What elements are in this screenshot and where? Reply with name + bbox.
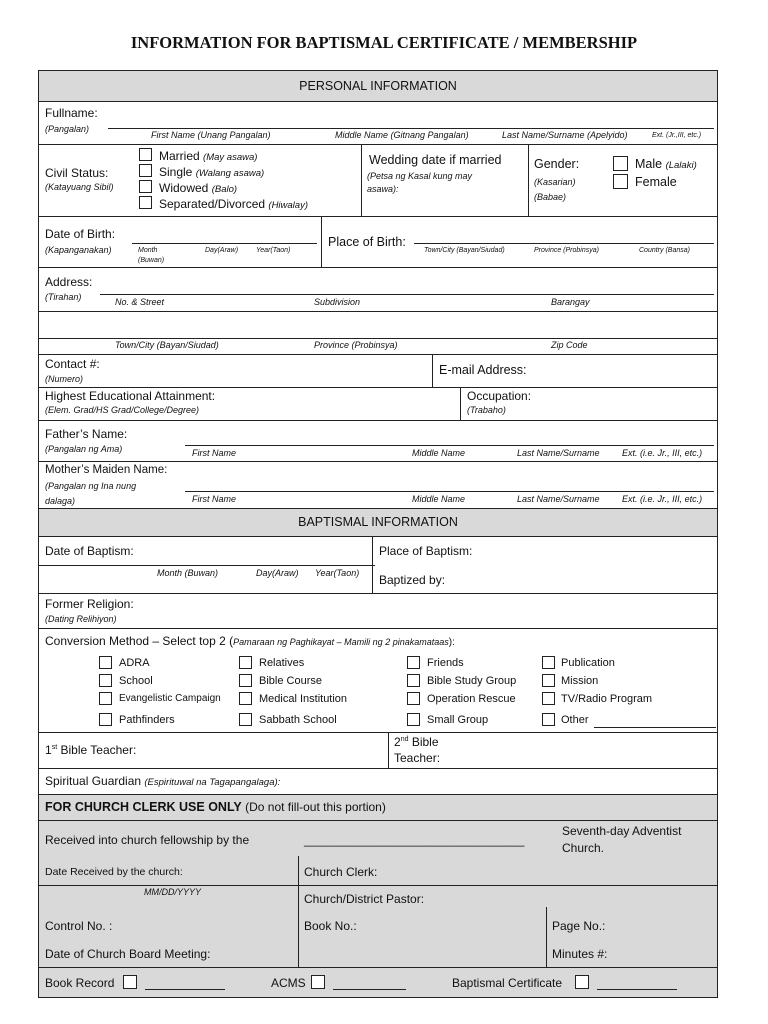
conversion-option-label: Sabbath School bbox=[259, 714, 337, 726]
conversion-option-label: ADRA bbox=[119, 657, 150, 669]
gender-sub-2: (Babae) bbox=[534, 192, 567, 202]
conversion-checkbox[interactable] bbox=[239, 674, 252, 687]
married-checkbox[interactable] bbox=[139, 148, 152, 161]
conversion-checkbox[interactable] bbox=[99, 713, 112, 726]
conversion-option-label: Operation Rescue bbox=[427, 693, 516, 705]
conversion-checkbox[interactable] bbox=[99, 692, 112, 705]
mother-ext-caption: Ext. (i.e. Jr., III, etc.) bbox=[622, 494, 703, 504]
birth-town-caption: Town/City (Bayan/Siudad) bbox=[424, 247, 505, 254]
birth-place-line[interactable] bbox=[414, 243, 714, 244]
page-no-label: Page No.: bbox=[552, 919, 606, 933]
mother-sub-2: dalaga) bbox=[45, 496, 76, 506]
acms-line[interactable] bbox=[333, 989, 406, 990]
contact-sub: (Numero) bbox=[45, 374, 84, 384]
single-checkbox[interactable] bbox=[139, 164, 152, 177]
conversion-checkbox[interactable] bbox=[542, 674, 555, 687]
father-middle-caption: Middle Name bbox=[412, 448, 466, 458]
clerk-header: FOR CHURCH CLERK USE ONLY (Do not fill-out this portion) bbox=[45, 800, 386, 814]
conversion-checkbox[interactable] bbox=[239, 692, 252, 705]
ext-caption: Ext. (Jr.,III, etc.) bbox=[652, 132, 702, 139]
former-religion-label: Former Religion: bbox=[45, 597, 134, 611]
baptism-place-label: Place of Baptism: bbox=[379, 544, 473, 558]
address-line-1[interactable] bbox=[100, 294, 714, 295]
baptism-day-caption: Day(Araw) bbox=[256, 568, 299, 578]
book-record-label: Book Record bbox=[45, 976, 115, 990]
control-no-label: Control No. : bbox=[45, 919, 113, 933]
board-meeting-label: Date of Church Board Meeting: bbox=[45, 947, 211, 961]
conversion-checkbox[interactable] bbox=[239, 713, 252, 726]
conversion-checkbox[interactable] bbox=[239, 656, 252, 669]
bible-teacher-2-label-line2: Teacher: bbox=[394, 751, 441, 765]
separated-checkbox[interactable] bbox=[139, 196, 152, 209]
personal-header: PERSONAL INFORMATION bbox=[299, 79, 457, 93]
address-sub: (Tirahan) bbox=[45, 292, 82, 302]
minutes-label: Minutes #: bbox=[552, 947, 608, 961]
birth-place-label: Place of Birth: bbox=[328, 235, 406, 249]
first-name-caption: First Name (Unang Pangalan) bbox=[151, 130, 271, 140]
conversion-option-label: Bible Course bbox=[259, 675, 322, 687]
conversion-option-label: Publication bbox=[561, 657, 615, 669]
conversion-checkbox[interactable] bbox=[542, 692, 555, 705]
baptism-date-label: Date of Baptism: bbox=[45, 544, 134, 558]
female-checkbox[interactable] bbox=[613, 174, 628, 189]
certificate-line[interactable] bbox=[597, 989, 677, 990]
father-sub: (Pangalan ng Ama) bbox=[45, 444, 123, 454]
conversion-option-label: School bbox=[119, 675, 153, 687]
sda-label-2: Church. bbox=[562, 841, 605, 855]
father-first-caption: First Name bbox=[192, 448, 237, 458]
widowed-option: Widowed (Balo) bbox=[159, 181, 238, 195]
father-label: Father’s Name: bbox=[45, 427, 128, 441]
fullname-sub: (Pangalan) bbox=[45, 124, 90, 134]
education-sub: (Elem. Grad/HS Grad/College/Degree) bbox=[45, 405, 200, 415]
female-option: Female bbox=[635, 175, 677, 189]
book-record-line[interactable] bbox=[145, 989, 225, 990]
bible-teacher-2-label: 2nd Bible bbox=[394, 735, 439, 749]
spiritual-guardian-label: Spiritual Guardian (Espirituwal na Tagapangalaga): bbox=[45, 774, 281, 788]
conversion-checkbox[interactable] bbox=[407, 692, 420, 705]
conversion-checkbox[interactable] bbox=[542, 656, 555, 669]
birth-date-label: Date of Birth: bbox=[45, 227, 116, 241]
subdivision-caption: Subdivision bbox=[314, 297, 361, 307]
birth-date-sub: (Kapanganakan) bbox=[45, 245, 112, 255]
conversion-option-label: Evangelistic Campaign bbox=[119, 693, 221, 704]
street-caption: No. & Street bbox=[115, 297, 165, 307]
birth-month-caption: Month bbox=[138, 247, 158, 254]
single-option: Single (Walang asawa) bbox=[159, 165, 265, 179]
bible-teacher-1-label: 1st Bible Teacher: bbox=[45, 743, 137, 757]
zip-caption: Zip Code bbox=[551, 340, 588, 350]
wedding-sub-1: (Petsa ng Kasal kung may bbox=[367, 171, 473, 181]
baptism-year-caption: Year(Taon) bbox=[315, 568, 360, 578]
conversion-checkbox[interactable] bbox=[99, 656, 112, 669]
town-caption: Town/City (Bayan/Siudad) bbox=[115, 340, 219, 350]
wedding-sub-2: asawa): bbox=[367, 184, 399, 194]
separated-option: Separated/Divorced (Hiwalay) bbox=[159, 197, 308, 211]
book-no-label: Book No.: bbox=[304, 919, 357, 933]
married-option: Married (May asawa) bbox=[159, 149, 258, 163]
conversion-option-label: Medical Institution bbox=[259, 693, 348, 705]
birth-year-caption: Year(Taon) bbox=[256, 247, 291, 254]
conversion-option-label: Small Group bbox=[427, 714, 489, 726]
acms-checkbox[interactable] bbox=[311, 975, 325, 989]
mother-sub-1: (Pangalan ng Ina nung bbox=[45, 481, 137, 491]
baptismal-header: BAPTISMAL INFORMATION bbox=[298, 515, 458, 529]
mmddyyyy-caption: MM/DD/YYYY bbox=[144, 887, 202, 897]
widowed-checkbox[interactable] bbox=[139, 180, 152, 193]
province-caption: Province (Probinsya) bbox=[314, 340, 398, 350]
conversion-checkbox[interactable] bbox=[542, 713, 555, 726]
conversion-checkbox[interactable] bbox=[407, 656, 420, 669]
conversion-checkbox[interactable] bbox=[407, 713, 420, 726]
middle-name-caption: Middle Name (Gitnang Pangalan) bbox=[335, 130, 469, 140]
barangay-caption: Barangay bbox=[551, 297, 590, 307]
birth-country-caption: Country (Bansa) bbox=[639, 247, 690, 254]
conversion-option-label: Pathfinders bbox=[119, 714, 175, 726]
mother-name-line[interactable] bbox=[185, 491, 714, 492]
received-blank[interactable]: _________________________________ bbox=[304, 833, 525, 847]
date-received-label: Date Received by the church: bbox=[45, 866, 183, 878]
gender-label: Gender: bbox=[534, 157, 580, 171]
pastor-label: Church/District Pastor: bbox=[304, 892, 425, 906]
civil-status-label: Civil Status: bbox=[45, 166, 109, 180]
gender-sub-1: (Kasarian) bbox=[534, 177, 576, 187]
fullname-label: Fullname: bbox=[45, 106, 98, 120]
male-checkbox[interactable] bbox=[613, 156, 628, 171]
conversion-option-label: Bible Study Group bbox=[427, 675, 517, 687]
book-record-checkbox[interactable] bbox=[123, 975, 137, 989]
mother-last-caption: Last Name/Surname bbox=[517, 494, 600, 504]
occupation-label: Occupation: bbox=[467, 389, 532, 403]
birth-day-caption: Day(Araw) bbox=[205, 247, 239, 254]
certificate-checkbox[interactable] bbox=[575, 975, 589, 989]
education-label: Highest Educational Attainment: bbox=[45, 389, 216, 403]
conversion-option-label: Friends bbox=[427, 657, 464, 669]
conversion-option-label: Relatives bbox=[259, 657, 305, 669]
male-option: Male (Lalaki) bbox=[635, 157, 697, 171]
occupation-sub: (Trabaho) bbox=[467, 405, 506, 415]
mother-first-caption: First Name bbox=[192, 494, 237, 504]
baptized-by-label: Baptized by: bbox=[379, 573, 446, 587]
email-label: E-mail Address: bbox=[439, 363, 527, 377]
page-title: INFORMATION FOR BAPTISMAL CERTIFICATE / MEMBERSHIP bbox=[130, 33, 638, 52]
wedding-date-label: Wedding date if married bbox=[369, 153, 502, 167]
birth-month-caption-2: (Buwan) bbox=[138, 257, 165, 264]
former-religion-sub: (Dating Relihiyon) bbox=[45, 614, 117, 624]
mother-middle-caption: Middle Name bbox=[412, 494, 466, 504]
conversion-option-label: Other bbox=[561, 714, 589, 726]
fullname-line[interactable] bbox=[108, 128, 714, 129]
father-name-line[interactable] bbox=[185, 445, 714, 446]
other-blank-line[interactable] bbox=[594, 727, 716, 728]
mother-label: Mother’s Maiden Name: bbox=[45, 464, 168, 476]
baptism-month-caption: Month (Buwan) bbox=[157, 568, 219, 578]
birth-date-line[interactable] bbox=[132, 243, 317, 244]
contact-label: Contact #: bbox=[45, 357, 100, 371]
father-last-caption: Last Name/Surname bbox=[517, 448, 600, 458]
church-clerk-label: Church Clerk: bbox=[304, 865, 378, 879]
conversion-option-label: Mission bbox=[561, 675, 599, 687]
civil-status-sub: (Katayuang Sibil) bbox=[45, 182, 114, 192]
certificate-label: Baptismal Certificate bbox=[452, 976, 563, 990]
conversion-checkbox[interactable] bbox=[99, 674, 112, 687]
received-label: Received into church fellowship by the bbox=[45, 833, 250, 847]
conversion-option-label: TV/Radio Program bbox=[561, 693, 653, 705]
birth-province-caption: Province (Probinsya) bbox=[534, 247, 599, 254]
conversion-checkbox[interactable] bbox=[407, 674, 420, 687]
address-label: Address: bbox=[45, 275, 93, 289]
father-ext-caption: Ext. (i.e. Jr., III, etc.) bbox=[622, 448, 703, 458]
conversion-method-label: Conversion Method – Select top 2 (Pamaraan ng Paghikayat – Mamili ng 2 pinakamataas): bbox=[45, 634, 455, 648]
sda-label-1: Seventh-day Adventist bbox=[562, 824, 682, 838]
acms-label: ACMS bbox=[271, 976, 306, 990]
last-name-caption: Last Name/Surname (Apelyido) bbox=[502, 130, 628, 140]
